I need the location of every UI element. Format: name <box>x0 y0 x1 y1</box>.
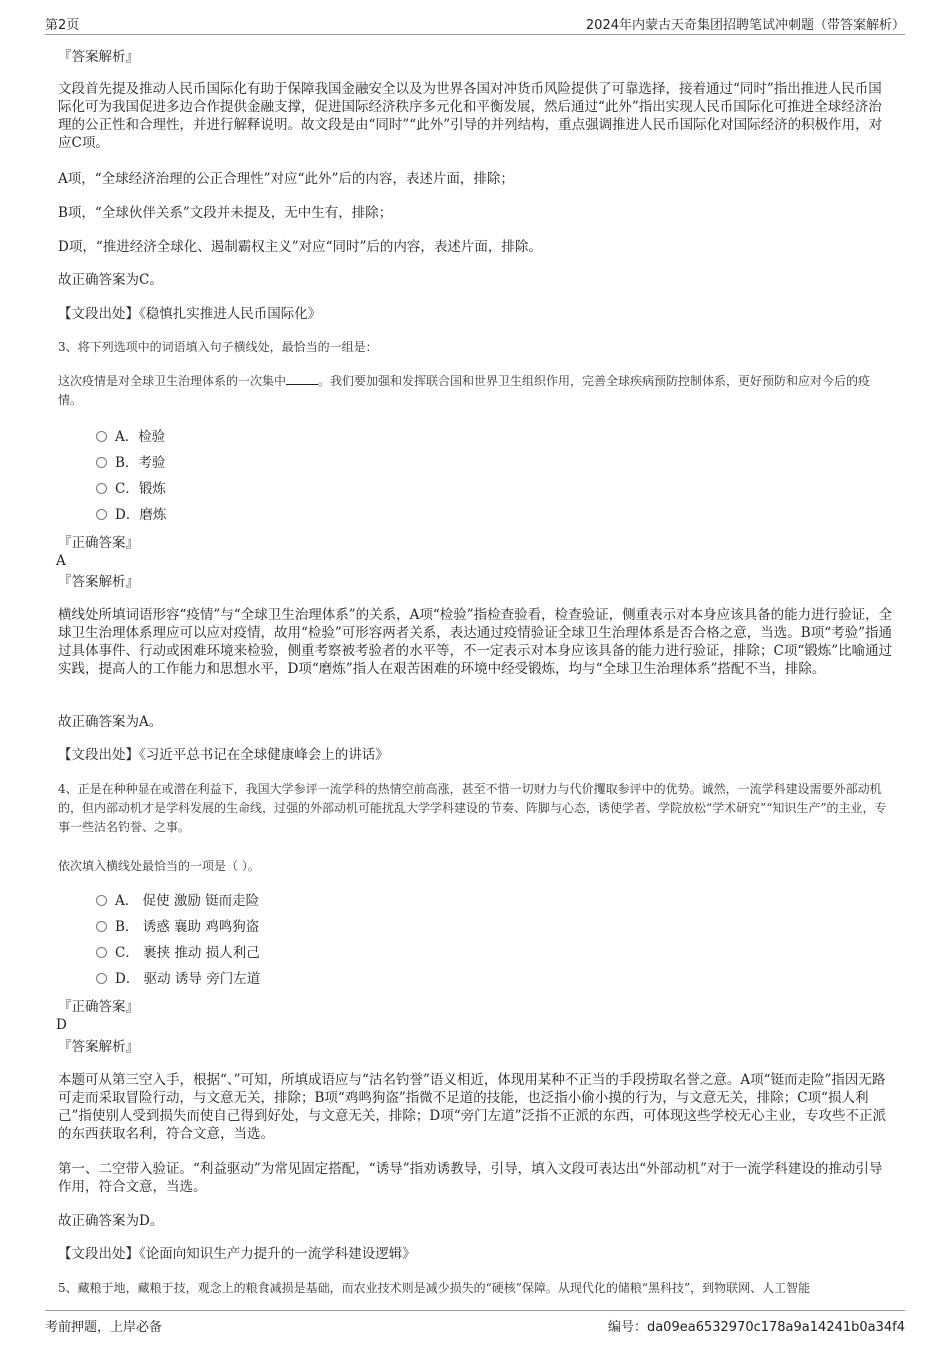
correct-answer-value: A <box>56 553 66 569</box>
option-label: B．考验 <box>115 455 166 471</box>
option-label: A． 促使 激励 铤而走险 <box>115 893 260 909</box>
passage-after: 。我们要加强和发挥联合国和世界卫生组织作用，完善全球疾病预防控制体系，更好预防和应对今后的疫情。 <box>58 374 871 407</box>
question-stem: 5、藏粮于地，藏粮于技，观念上的粮食减损是基础，而农业技术则是减少损失的“硬核”保障。从现代化的储粮“黑科技”，到物联网、人工智能 <box>58 1281 811 1295</box>
radio-icon[interactable] <box>96 895 107 906</box>
answer-analysis-text: 本题可从第三空入手，根据“、”可知，所填成语应与“沽名钓誉”语义相近，体现用某种不正当的手段捞取名誉之意。A项“铤而走险”指因无路可走而采取冒险行动，与文意无关，排除；B项“鸡鸣狗盗”指微不足道的技能，也泛指小偷小摸的行为，与文意无关，排除；C项“损人利己”指使别人受到损失而使自己得到好处，与文意无关，排除；D项“旁门左道”泛指不正派的东西，可体现这些学校无心主业，专攻些不正派的东西获取名利，符合文意，当选。 <box>58 1072 887 1142</box>
answer-analysis-text-2: 第一、二空带入验证。“利益驱动”为常见固定搭配，“诱导”指劝诱教导，引导，填入文段可表达出“外部动机”对于一流学科建设的推动引导作用，符合文意，当选。 <box>58 1161 883 1195</box>
radio-icon[interactable] <box>96 457 107 468</box>
option-b[interactable] <box>96 454 165 472</box>
option-a[interactable] <box>96 428 165 446</box>
option-label: D． 驱动 诱导 旁门左道 <box>115 971 261 987</box>
correct-answer-label: 『正确答案』 <box>58 999 139 1015</box>
page-footer <box>45 1310 905 1335</box>
option-d[interactable] <box>96 970 260 988</box>
radio-icon[interactable] <box>96 431 107 442</box>
option-c[interactable] <box>96 944 260 962</box>
question-prompt: 依次填入横线处最恰当的一项是（ ）。 <box>58 859 260 873</box>
question-stem: 3、将下列选项中的词语填入句子横线处，最恰当的一组是： <box>58 340 378 354</box>
analysis-option-d: D项，“推进经济全球化、遏制霸权主义”对应“同时”后的内容，表述片面，排除。 <box>58 239 542 255</box>
source-citation: 【文段出处】《稳慎扎实推进人民币国际化》 <box>58 306 322 322</box>
option-label: C． 裹挟 推动 损人利己 <box>115 945 260 961</box>
document-title: 2024年内蒙古天奇集团招聘笔试冲刺题（带答案解析） <box>585 18 905 33</box>
option-label: A．检验 <box>115 429 166 445</box>
source-citation: 【文段出处】《论面向知识生产力提升的一流学科建设逻辑》 <box>58 1246 416 1262</box>
page-number: 第2页 <box>45 18 80 33</box>
answer-conclusion: 故正确答案为A。 <box>58 714 163 730</box>
question-stem: 4、正是在种种显在或潜在利益下，我国大学参评一流学科的热情空前高涨，甚至不惜一切财力与代价攫取参评中的优势。诚然，一流学科建设需要外部动机的，但内部动机才是学科发展的生命线，过强的外部动机可能扰乱大学学科建设的节奏、阵脚与心态，诱使学者、学院放松“学术研究”“知识生产”的主业，专事一些沽名钓誉、之事。 <box>58 782 887 834</box>
fill-blank <box>286 372 318 385</box>
answer-analysis-label: 『答案解析』 <box>58 49 139 65</box>
answer-conclusion: 故正确答案为D。 <box>58 1213 164 1229</box>
answer-analysis-label: 『答案解析』 <box>58 1039 139 1055</box>
footer-slogan: 考前押题，上岸必备 <box>45 1320 163 1335</box>
page-header <box>45 12 905 35</box>
option-d[interactable] <box>96 506 166 524</box>
radio-icon[interactable] <box>96 973 107 984</box>
option-c[interactable] <box>96 480 166 498</box>
analysis-option-b: B项，“全球伙伴关系”文段并未提及，无中生有，排除； <box>58 205 393 221</box>
option-label: C．锻炼 <box>115 481 166 497</box>
answer-analysis-text: 横线处所填词语形容“疫情”与“全球卫生治理体系”的关系，A项“检验”指检查验看，检查验证，侧重表示对本身应该具备的能力进行验证，全球卫生治理体系理应可以应对疫情，故用“检验”可形容两者关系，表达通过疫情验证全球卫生治理体系是否合格之意，当选。B项“考验”指通过具体事件、行动或困难环境来检验，侧重考察被考验者的水平等，不一定表示对本身应该具备的能力进行验证，排除；C项“锻炼”比喻通过实践，提高人的工作能力和思想水平，D项“磨炼”指人在艰苦困难的环境中经受锻炼，均与“全球卫生治理体系”搭配不当，排除。 <box>58 607 893 677</box>
radio-icon[interactable] <box>96 947 107 958</box>
document-code: 编号：da09ea6532970c178a9a14241b0a34f4 <box>607 1320 905 1335</box>
analysis-option-a: A项，“全球经济治理的公正合理性”对应“此外”后的内容，表述片面，排除； <box>58 171 514 187</box>
radio-icon[interactable] <box>96 509 107 520</box>
source-citation: 【文段出处】《习近平总书记在全球健康峰会上的讲话》 <box>58 747 389 763</box>
option-a[interactable] <box>96 892 259 910</box>
option-label: B． 诱惑 襄助 鸡鸣狗盗 <box>115 919 260 935</box>
option-b[interactable] <box>96 918 259 936</box>
option-label: D．磨炼 <box>115 507 167 523</box>
correct-answer-label: 『正确答案』 <box>58 535 139 551</box>
answer-conclusion: 故正确答案为C。 <box>58 272 163 288</box>
answer-analysis-label: 『答案解析』 <box>58 574 139 590</box>
answer-analysis-text: 文段首先提及推动人民币国际化有助于保障我国金融安全以及为世界各国对冲货币风险提供了可靠选择，接着通过“同时”指出推进人民币国际化可为我国促进多边合作提供金融支撑，促进国际经济秩序多元化和平衡发展，然后通过“此外”指出实现人民币国际化可推进全球经济治理的公正性和合理性，并进行解释说明。故文段是由“同时”“此外”引导的并列结构，重点强调推进人民币国际化对国际经济的积极作用，对应C项。 <box>58 81 883 151</box>
passage-before: 这次疫情是对全球卫生治理体系的一次集中 <box>58 374 287 388</box>
question-passage <box>58 372 894 410</box>
correct-answer-value: D <box>56 1017 67 1033</box>
radio-icon[interactable] <box>96 921 107 932</box>
radio-icon[interactable] <box>96 483 107 494</box>
